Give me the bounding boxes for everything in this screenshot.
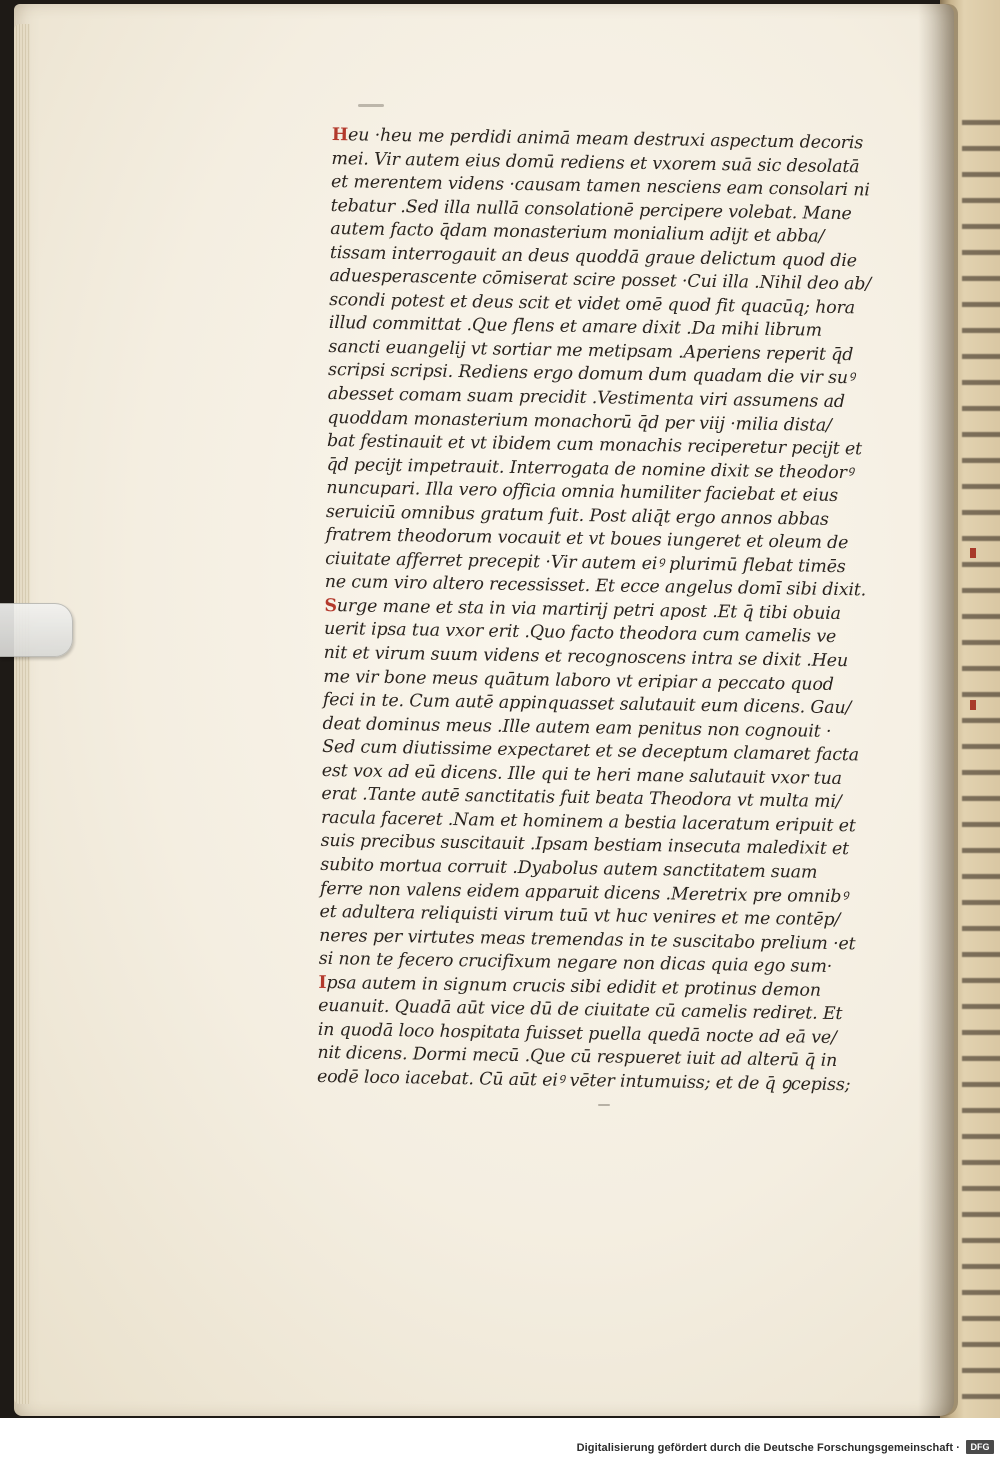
dfg-logo: DFG	[966, 1440, 994, 1454]
page-mark-bottom	[598, 1104, 610, 1106]
line-text: eodē loco iacebat. Cū aūt eiꝰ vēter intumuiss; et de q̄ ꝯcepiss;	[316, 1066, 851, 1096]
line-text: abesset comam suam precidit .Vestimenta viri assumens ad	[327, 383, 846, 413]
line-text: subito mortua corruit .Dyabolus autem sanctitatem suam	[320, 854, 818, 883]
line-text: feci in te. Cum autē appinquasset salutauit eum dicens. Gau/	[322, 690, 852, 719]
line-text: psa autem in signum crucis sibi edidit et protinus demon	[326, 972, 821, 1001]
main-text-block	[317, 124, 874, 1098]
line-text: ciuitate afferret precepit ·Vir autem eiꝰ plurimū flebat timēs	[325, 548, 846, 577]
facing-page-text-ghost	[962, 120, 1000, 1400]
line-text: tissam interrogauit an deus quoddā graue delictum quod die	[329, 242, 857, 271]
footer-credit-text: Digitalisierung gefördert durch die Deutsche Forschungsgemeinschaft ·	[576, 1442, 960, 1454]
line-text: tebatur .Sed illa nullā consolationē percipere volebat. Mane	[330, 195, 852, 224]
line-text: urge mane et sta in via martirij petri apost .Et q̄ tibi obuia	[336, 596, 841, 624]
line-text: racula faceret .Nam et hominem a bestia laceratum eripuit et	[320, 807, 856, 837]
line-text: deat dominus meus .Ille autem eam penitus non cognouit ·	[322, 713, 832, 742]
line-text: si non te fecero crucifixum negare non dicas quia ego sum·	[318, 949, 833, 978]
line-text: illud committat .Que flens et amare dixit .Da mihi librum	[328, 313, 823, 342]
line-text: sancti euangelij vt sortiar me metipsam .Aperiens reperit q̄d	[328, 336, 854, 366]
line-text: nit dicens. Dormi mecū .Que cū respueret iuit ad alterū q̄ in	[317, 1043, 838, 1072]
line-text: nuncupari. Illa vero officia omnia humiliter faciebat et eius	[326, 478, 839, 507]
line-text: erat .Tante autē sanctitatis fuit beata Theodora vt multa mi/	[321, 784, 842, 813]
line-text: fratrem theodorum vocauit et vt boues iungeret et oleum de	[325, 525, 849, 554]
line-text: nit et virum suum videns et recognoscens intra se dixit .Heu	[323, 642, 849, 672]
footer-bar	[0, 1418, 1000, 1460]
line-text: uerit ipsa tua vxor erit .Quo facto theodora cum camelis ve	[323, 619, 837, 648]
line-text: et adultera reliquisti virum tuū vt huc venires et me contēp/	[319, 901, 841, 931]
page-mark-top	[358, 104, 384, 107]
line-text: q̄d pecijt impetrauit. Interrogata de nomine dixit se theodorꝰ	[326, 454, 854, 483]
line-text: me vir bone meus quātum laboro vt eripiar a peccato quod	[323, 666, 834, 695]
line-text: in quodā loco hospitata fuisset puella quedā nocte ad eā ve/	[317, 1019, 837, 1048]
line-text: mei. Vir autem eius domū rediens et vxorem suā sic desolatā	[331, 148, 860, 177]
line-text: neres per virtutes meas tremendas in te suscitabo prelium ·et	[319, 925, 856, 954]
line-text: seruiciū omnibus gratum fuit. Post aliq̄t ergo annos abbas	[325, 501, 829, 530]
line-text: quoddam monasterium monachorū q̄d per viij ·milia dista/	[327, 407, 832, 436]
line-text: bat festinauit et vt ibidem cum monachis reciperetur pecijt et	[326, 431, 863, 460]
line-text: est vox ad eū dicens. Ille qui te heri mane salutauit vxor tua	[321, 760, 842, 789]
line-text: euanuit. Quadā aūt vice dū de ciuitate cū camelis rediret. Et	[317, 996, 843, 1025]
book-clip	[0, 603, 73, 657]
line-text: ferre non valens eidem apparuit dicens .Meretrix pre omnibꝰ	[319, 878, 848, 907]
line-text: et merentem videns ·causam tamen nesciens eam consolari ni	[330, 172, 870, 201]
line-text: scripsi scripsi. Rediens ergo domum dum quadam die vir suꝰ	[327, 360, 855, 389]
rubricated-initial: H	[331, 124, 349, 146]
line-text: ne cum viro altero recessisset. Et ecce angelus domī sibi dixit.	[324, 572, 867, 601]
line-text: autem facto q̄dam monasterium monialium adijt et abba/	[330, 219, 825, 247]
facing-page-rubric-mark	[970, 548, 976, 558]
line-text: scondi potest et deus scit et videt omē quod fit quacūq; hora	[329, 289, 856, 319]
line-text: eu ·heu me perdidi animā meam destruxi aspectum decoris	[347, 125, 864, 154]
line-text: aduesperascente cōmiserat scire posset ·Cui illa .Nihil deo ab/	[329, 266, 872, 295]
rubricated-initial: S	[324, 595, 338, 617]
line-text: Sed cum diutissime expectaret et se deceptum clamaret facta	[322, 737, 860, 766]
facing-page-rubric-mark	[970, 700, 976, 710]
line-text: suis precibus suscitauit .Ipsam bestiam insecuta maledixit et	[320, 831, 850, 860]
rubricated-initial: I	[318, 972, 327, 993]
